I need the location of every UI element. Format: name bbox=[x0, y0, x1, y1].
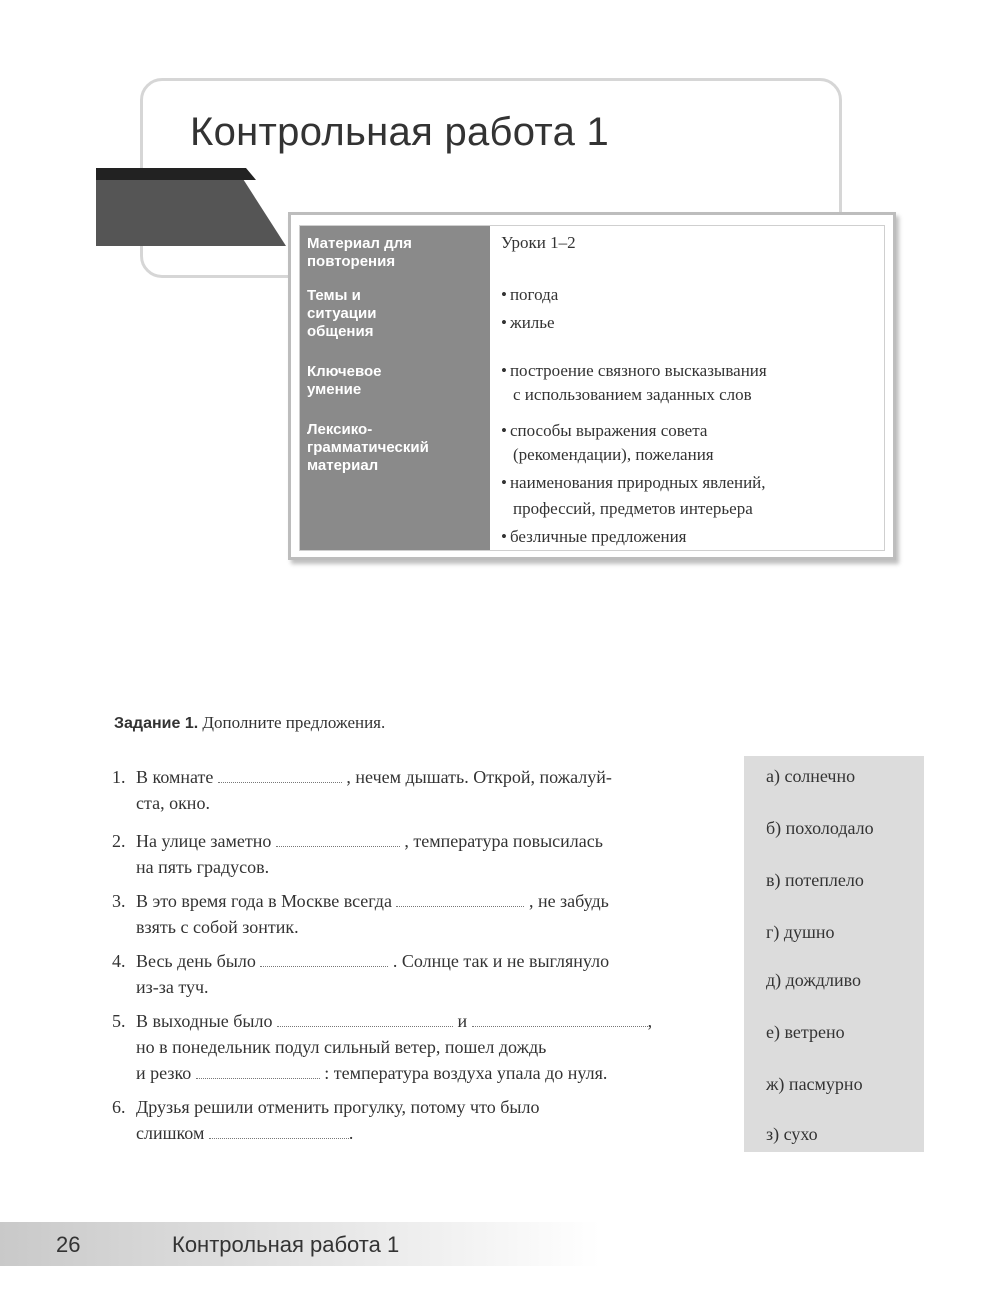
label-topics: Темы и ситуации общения bbox=[307, 287, 377, 340]
label-lexical-grammar: Лексико-грамматический материал bbox=[307, 421, 429, 474]
blank-field[interactable] bbox=[276, 829, 400, 847]
sentence-6: 6. Друзья решили отменить прогулку, потому что было слишком . bbox=[112, 1097, 540, 1143]
answer-option: з) сухо bbox=[766, 1124, 818, 1144]
value-lex-line3: • наименования природных явлений, bbox=[501, 471, 766, 495]
value-lex-line2: (рекомендации), пожелания bbox=[513, 445, 714, 464]
answer-options-panel bbox=[744, 756, 924, 1152]
value-lex-line4: профессий, предметов интерьера bbox=[513, 499, 753, 518]
label-key-skill: Ключевое умение bbox=[307, 363, 382, 398]
blank-field[interactable] bbox=[472, 1009, 648, 1027]
page-number: 26 bbox=[56, 1232, 81, 1257]
answer-option: ж) пасмурно bbox=[766, 1074, 863, 1094]
value-lex-line1: • способы выражения совета bbox=[501, 419, 707, 443]
value-topic-housing: • жилье bbox=[501, 311, 555, 335]
label-review-material: Материал для повторения bbox=[307, 235, 412, 270]
task-instruction: Дополните предложения. bbox=[202, 713, 386, 732]
value-lex-line5: • безличные предложения bbox=[501, 525, 687, 549]
answer-option: г) душно bbox=[766, 922, 835, 942]
sentence-4: 4. Весь день было . Солнце так и не выглянуло из-за туч. bbox=[112, 951, 610, 997]
blank-field[interactable] bbox=[209, 1121, 349, 1139]
answer-option: в) потеплело bbox=[766, 870, 864, 890]
blank-field[interactable] bbox=[218, 765, 342, 783]
value-skill-line1: • построение связного высказывания bbox=[501, 359, 767, 383]
sentence-2: 2. На улице заметно , температура повысилась на пять градусов. bbox=[112, 831, 603, 877]
footer-title: Контрольная работа 1 bbox=[172, 1232, 400, 1257]
task-heading bbox=[114, 713, 385, 733]
blank-field[interactable] bbox=[260, 949, 388, 967]
value-topic-weather: • погода bbox=[501, 283, 558, 307]
sentence-3: 3. В это время года в Москве всегда , не забудь взять с собой зонтик. bbox=[112, 891, 609, 937]
decorative-tab bbox=[96, 158, 286, 268]
blank-field[interactable] bbox=[196, 1061, 320, 1079]
sentence-5: 5. В выходные было и , но в понедельник подул сильный ветер, пошел дождь и резко : температура воздуха упала до нуля. bbox=[112, 1011, 653, 1083]
answer-option: а) солнечно bbox=[766, 766, 856, 786]
blank-field[interactable] bbox=[277, 1009, 453, 1027]
answer-option: е) ветрено bbox=[766, 1022, 845, 1042]
sentence-1: 1. В комнате , нечем дышать. Открой, пожалуй- ста, окно. bbox=[112, 767, 612, 813]
value-skill-line2: с использованием заданных слов bbox=[513, 385, 752, 404]
value-lessons: Уроки 1–2 bbox=[501, 233, 576, 252]
blank-field[interactable] bbox=[396, 889, 524, 907]
answer-option: б) похолодало bbox=[766, 818, 874, 838]
task-number: Задание 1. bbox=[114, 715, 199, 732]
info-box bbox=[288, 212, 896, 560]
page-title: Контрольная работа 1 bbox=[190, 110, 610, 154]
answer-option: д) дождливо bbox=[766, 970, 861, 990]
